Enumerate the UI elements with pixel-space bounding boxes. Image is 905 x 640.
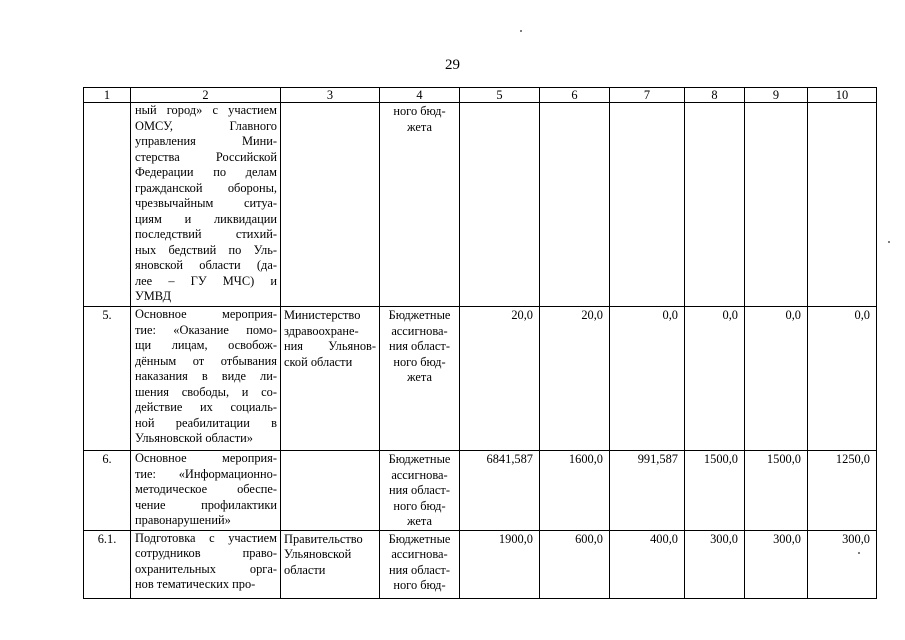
text-line: ской области [284,354,353,369]
text-line: ного бюд- [393,578,446,592]
text-line: управления Мини- [135,134,277,148]
executor [281,307,380,451]
scan-speck [888,241,890,243]
funding-source [380,530,460,598]
text-line: Правительство [284,531,363,546]
table-row [84,530,877,598]
amount-cell: 300,0 [808,530,877,598]
text-line: ассигнова- [391,547,448,561]
executor [281,103,380,307]
amount-cell [460,103,540,307]
text-line: тие: «Информационно- [135,466,277,481]
row-number: 6. [84,451,131,531]
text-line: ного бюд- [393,104,446,118]
amount-cell [610,103,685,307]
text-line: дённым от отбывания [135,353,277,368]
amount-cell: 0,0 [745,307,808,451]
text-line: области [284,562,326,577]
text-line: чрезвычайным ситуа- [135,196,277,210]
funding-source [380,451,460,531]
text-line: Основное мероприя- [135,451,277,465]
executor [281,530,380,598]
amount-cell: 400,0 [610,530,685,598]
text-line: шения свободы, и со- [135,384,277,399]
amount-cell: 991,587 [610,451,685,531]
text-line: Бюджетные [388,452,451,466]
text-line: циям и ликвидации [135,211,277,226]
text-line: нов тематических про- [135,577,256,591]
measure-description [131,103,281,307]
column-number: 10 [808,88,877,103]
table-row [84,307,877,451]
text-line: ного бюд- [393,354,446,369]
text-line: сотрудников право- [135,546,277,560]
text-line: последствий стихий- [135,227,277,241]
amount-cell: 300,0 [685,530,745,598]
measure-description [131,307,281,451]
amount-cell: 1900,0 [460,530,540,598]
amount-cell: 1600,0 [540,451,610,531]
text-line: стерства Российской [135,149,277,164]
amount-cell [745,103,808,307]
amount-cell [685,103,745,307]
amount-cell: 20,0 [460,307,540,451]
row-number [84,103,131,307]
text-line: ассигнова- [391,467,448,482]
text-line: здравоохране- [284,323,359,338]
text-line: ОМСУ, Главного [135,118,277,133]
column-number: 2 [131,88,281,103]
text-line: ния област- [389,562,450,577]
text-line: Подготовка с участием [135,530,277,545]
amount-cell: 300,0 [745,530,808,598]
amount-cell: 600,0 [540,530,610,598]
text-line: яновской области (да- [135,258,277,272]
text-line: действие их социаль- [135,400,277,414]
amount-cell: 6841,587 [460,451,540,531]
text-line: методическое обеспе- [135,482,277,496]
column-number: 4 [380,88,460,103]
amount-cell: 20,0 [540,307,610,451]
text-line: ный город» с участием [135,103,277,117]
text-line: чение профилактики [135,497,277,512]
amount-cell: 0,0 [610,307,685,451]
table-row [84,103,877,307]
text-line: правонарушений» [135,513,231,527]
text-line: ного бюд- [393,498,446,513]
column-number: 5 [460,88,540,103]
amount-cell [808,103,877,307]
text-line: ассигнова- [391,323,448,338]
column-number: 9 [745,88,808,103]
column-number: 8 [685,88,745,103]
column-number: 7 [610,88,685,103]
funding-source [380,103,460,307]
page-number: 29 [445,57,460,73]
amount-cell: 1500,0 [745,451,808,531]
text-line: жета [407,514,432,528]
text-line: Министерство [284,308,361,322]
text-line: наказания в виде ли- [135,369,277,383]
amount-cell: 0,0 [685,307,745,451]
column-number: 3 [281,88,380,103]
text-line: ния област- [389,483,450,497]
text-line: тие: «Оказание помо- [135,322,277,337]
text-line: Ульяновской области» [135,431,253,445]
text-line: Федерации по делам [135,165,277,179]
column-number: 1 [84,88,131,103]
amount-cell: 0,0 [808,307,877,451]
budget-table [83,87,877,599]
text-line: УМВД [135,289,172,303]
amount-cell: 1500,0 [685,451,745,531]
text-line: Основное мероприя- [135,307,277,321]
amount-cell [540,103,610,307]
row-number: 5. [84,307,131,451]
amount-cell: 1250,0 [808,451,877,531]
text-line: щи лицам, освобож- [135,338,277,352]
text-line: Бюджетные [388,308,451,322]
text-line: Бюджетные [388,531,451,546]
text-line: ния област- [389,339,450,353]
text-line: жета [407,119,432,134]
executor [281,451,380,531]
text-line: жета [407,370,432,384]
column-number-row [84,88,877,103]
text-line: ной реабилитации в [135,415,277,430]
text-line: лее – ГУ МЧС) и [135,273,277,288]
scan-speck [520,30,522,32]
table-row [84,451,877,531]
text-line: ных бедствий по Уль- [135,242,277,257]
text-line: гражданской обороны, [135,180,277,195]
text-line: охранительных орга- [135,561,277,576]
row-number: 6.1. [84,530,131,598]
text-line: Ульяновской [284,547,352,561]
measure-description [131,530,281,598]
text-line: ния Ульянов- [284,339,376,353]
column-number: 6 [540,88,610,103]
measure-description [131,451,281,531]
funding-source [380,307,460,451]
